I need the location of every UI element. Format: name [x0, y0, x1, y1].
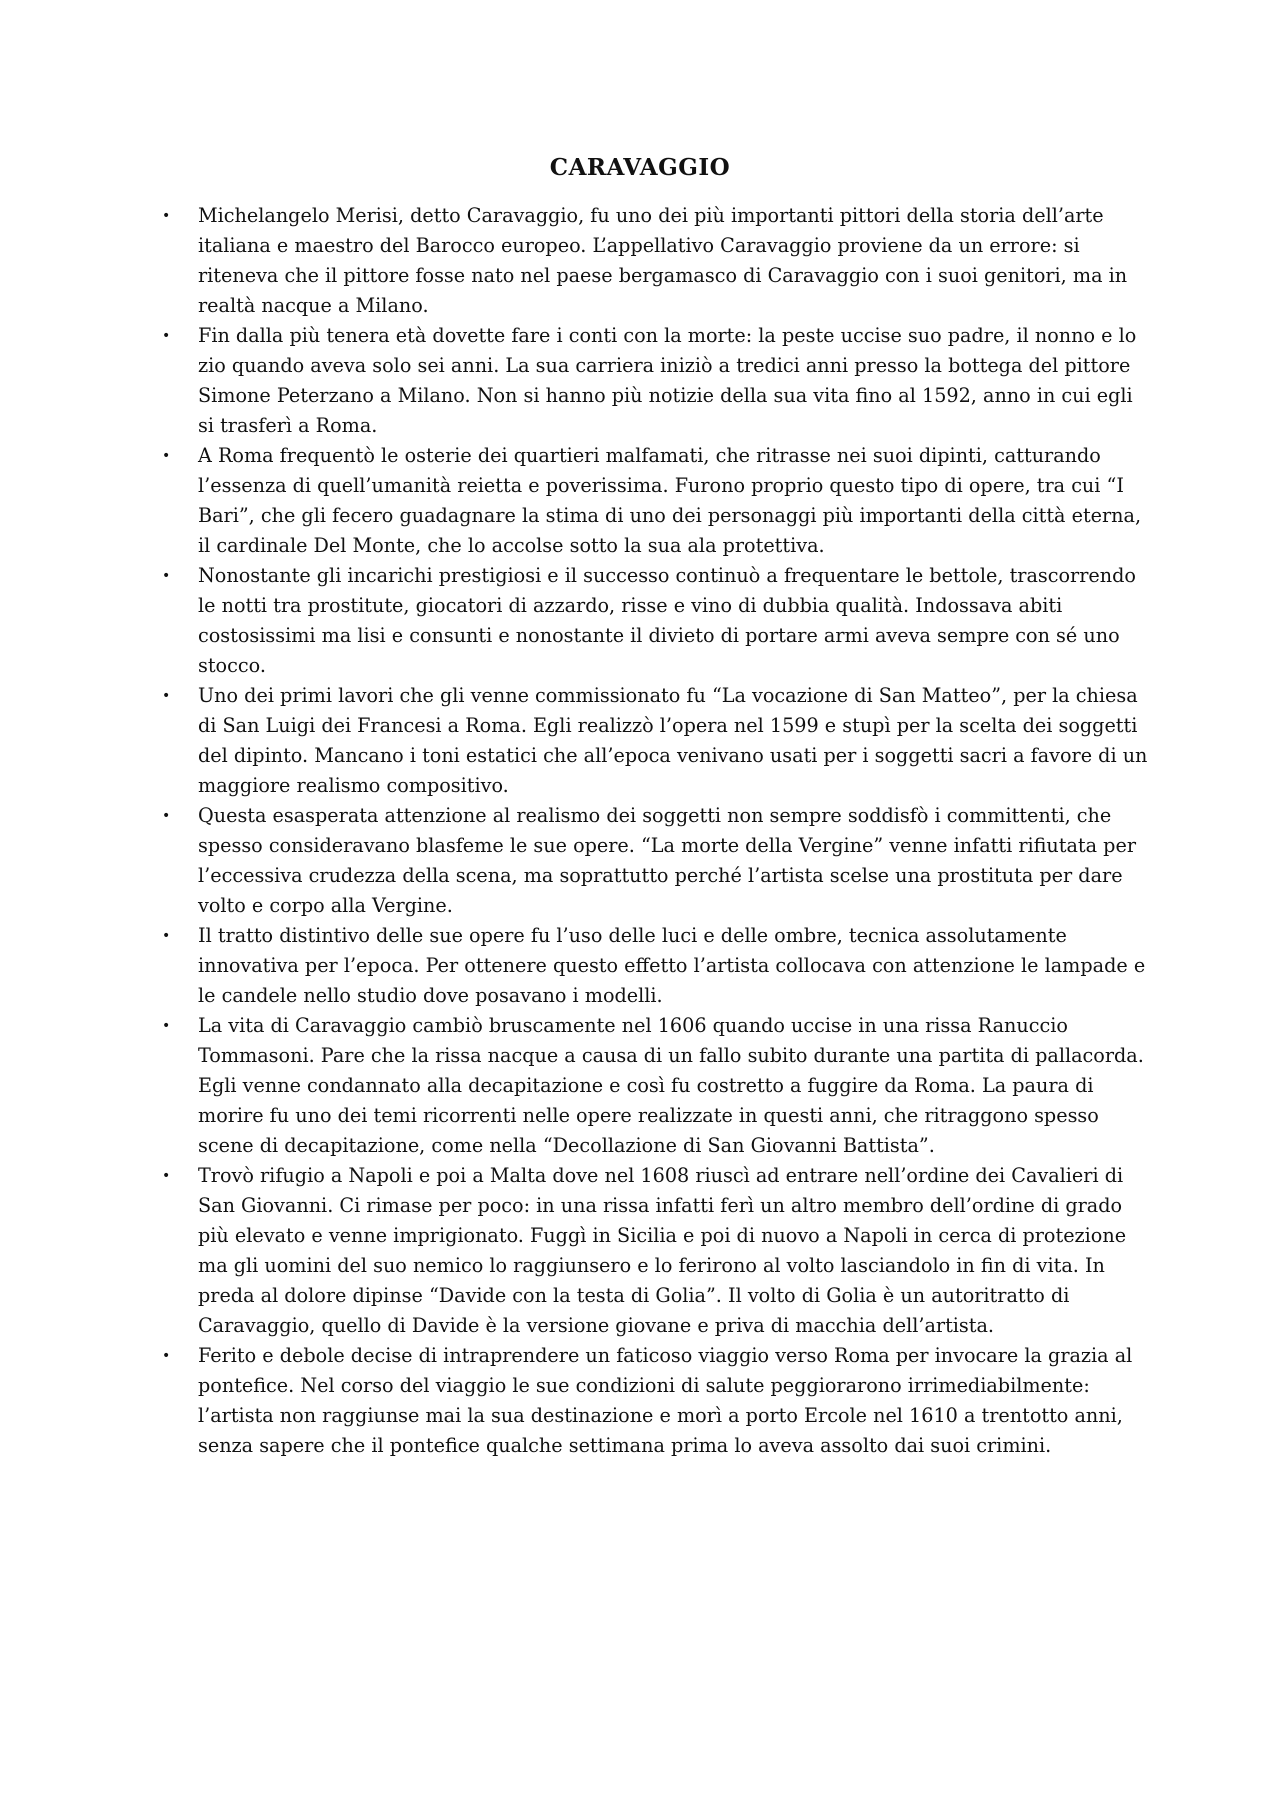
bullet-icon: • [162, 1018, 171, 1034]
bullet-icon: • [162, 928, 171, 944]
paragraph-text: Michelangelo Merisi, detto Caravaggio, fu uno dei più importanti pittori della storia dell’arte italiana e maestro del Barocco europeo. L’appellativo Caravaggio proviene da un errore: si riteneva che il pittore fosse nato nel paese bergamasco di Caravaggio con i suoi genitori, ma in realtà nacque a Milano. [198, 204, 1128, 317]
document-title: CARAVAGGIO [549, 154, 731, 181]
list-item [162, 921, 1152, 1011]
list-item [162, 681, 1152, 801]
list-item [162, 801, 1152, 921]
list-item [162, 1341, 1152, 1461]
paragraph-text: Nonostante gli incarichi prestigiosi e il successo continuò a frequentare le bettole, trascorrendo le notti tra prostitute, giocatori di azzardo, risse e vino di dubbia qualità. Indossava abiti costosissimi ma lisi e consunti e nonostante il divieto di portare armi aveva sempre con sé uno stocco. [198, 564, 1136, 677]
paragraph-text: Il tratto distintivo delle sue opere fu l’uso delle luci e delle ombre, tecnica assolutamente innovativa per l’epoca. Per ottenere questo effetto l’artista collocava con attenzione le lampade e le candele nello studio dove posavano i modelli. [198, 924, 1146, 1007]
list-item [162, 321, 1152, 441]
paragraph-text: Ferito e debole decise di intraprendere un faticoso viaggio verso Roma per invocare la grazia al pontefice. Nel corso del viaggio le sue condizioni di salute peggiorarono irrimediabilmente: l’artista non raggiunse mai la sua destinazione e morì a porto Ercole nel 1610 a trentotto anni, senza sapere che il pontefice qualche settimana prima lo aveva assolto dai suoi crimini. [198, 1344, 1133, 1457]
bullet-icon: • [162, 1168, 171, 1184]
bullet-icon: • [162, 208, 171, 224]
bullet-icon: • [162, 688, 171, 704]
bullet-icon: • [162, 568, 171, 584]
list-item [162, 201, 1152, 321]
list-item [162, 441, 1152, 561]
bullet-icon: • [162, 808, 171, 824]
list-item [162, 1161, 1152, 1341]
paragraph-text: Uno dei primi lavori che gli venne commissionato fu “La vocazione di San Matteo”, per la chiesa di San Luigi dei Francesi a Roma. Egli realizzò l’opera nel 1599 e stupì per la scelta dei soggetti del dipinto. Mancano i toni estatici che all’epoca venivano usati per i soggetti sacri a favore di un maggiore realismo compositivo. [198, 684, 1148, 797]
bullet-list [162, 201, 1152, 1461]
paragraph-text: Trovò rifugio a Napoli e poi a Malta dove nel 1608 riuscì ad entrare nell’ordine dei Cavalieri di San Giovanni. Ci rimase per poco: in una rissa infatti ferì un altro membro dell’ordine di grado più elevato e venne imprigionato. Fuggì in Sicilia e poi di nuovo a Napoli in cerca di protezione ma gli uomini del suo nemico lo raggiunsero e lo ferirono al volto lasciandolo in fin di vita. In preda al dolore dipinse “Davide con la testa di Golia”. Il volto di Golia è un autoritratto di Caravaggio, quello di Davide è la versione giovane e priva di macchia dell’artista. [198, 1164, 1127, 1337]
paragraph-text: Fin dalla più tenera età dovette fare i conti con la morte: la peste uccise suo padre, il nonno e lo zio quando aveva solo sei anni. La sua carriera iniziò a tredici anni presso la bottega del pittore Simone Peterzano a Milano. Non si hanno più notizie della sua vita fino al 1592, anno in cui egli si trasferì a Roma. [198, 324, 1137, 437]
paragraph-text: La vita di Caravaggio cambiò bruscamente nel 1606 quando uccise in una rissa Ranuccio Tommasoni. Pare che la rissa nacque a causa di un fallo subito durante una partita di pallacorda. Egli venne condannato alla decapitazione e così fu costretto a fuggire da Roma. La paura di morire fu uno dei temi ricorrenti nelle opere realizzate in questi anni, che ritraggono spesso scene di decapitazione, come nella “Decollazione di San Giovanni Battista”. [198, 1014, 1144, 1157]
paragraph-text: Questa esasperata attenzione al realismo dei soggetti non sempre soddisfò i committenti, che spesso consideravano blasfeme le sue opere. “La morte della Vergine” venne infatti rifiutata per l’eccessiva crudezza della scena, ma soprattutto perché l’artista scelse una prostituta per dare volto e corpo alla Vergine. [198, 804, 1136, 917]
list-item [162, 561, 1152, 681]
paragraph-text: A Roma frequentò le osterie dei quartieri malfamati, che ritrasse nei suoi dipinti, catturando l’essenza di quell’umanità reietta e poverissima. Furono proprio questo tipo di opere, tra cui “I Bari”, che gli fecero guadagnare la stima di uno dei personaggi più importanti della città eterna, il cardinale Del Monte, che lo accolse sotto la sua ala protettiva. [198, 444, 1142, 557]
bullet-icon: • [162, 448, 171, 464]
bullet-icon: • [162, 328, 171, 344]
bullet-icon: • [162, 1348, 171, 1364]
list-item [162, 1011, 1152, 1161]
